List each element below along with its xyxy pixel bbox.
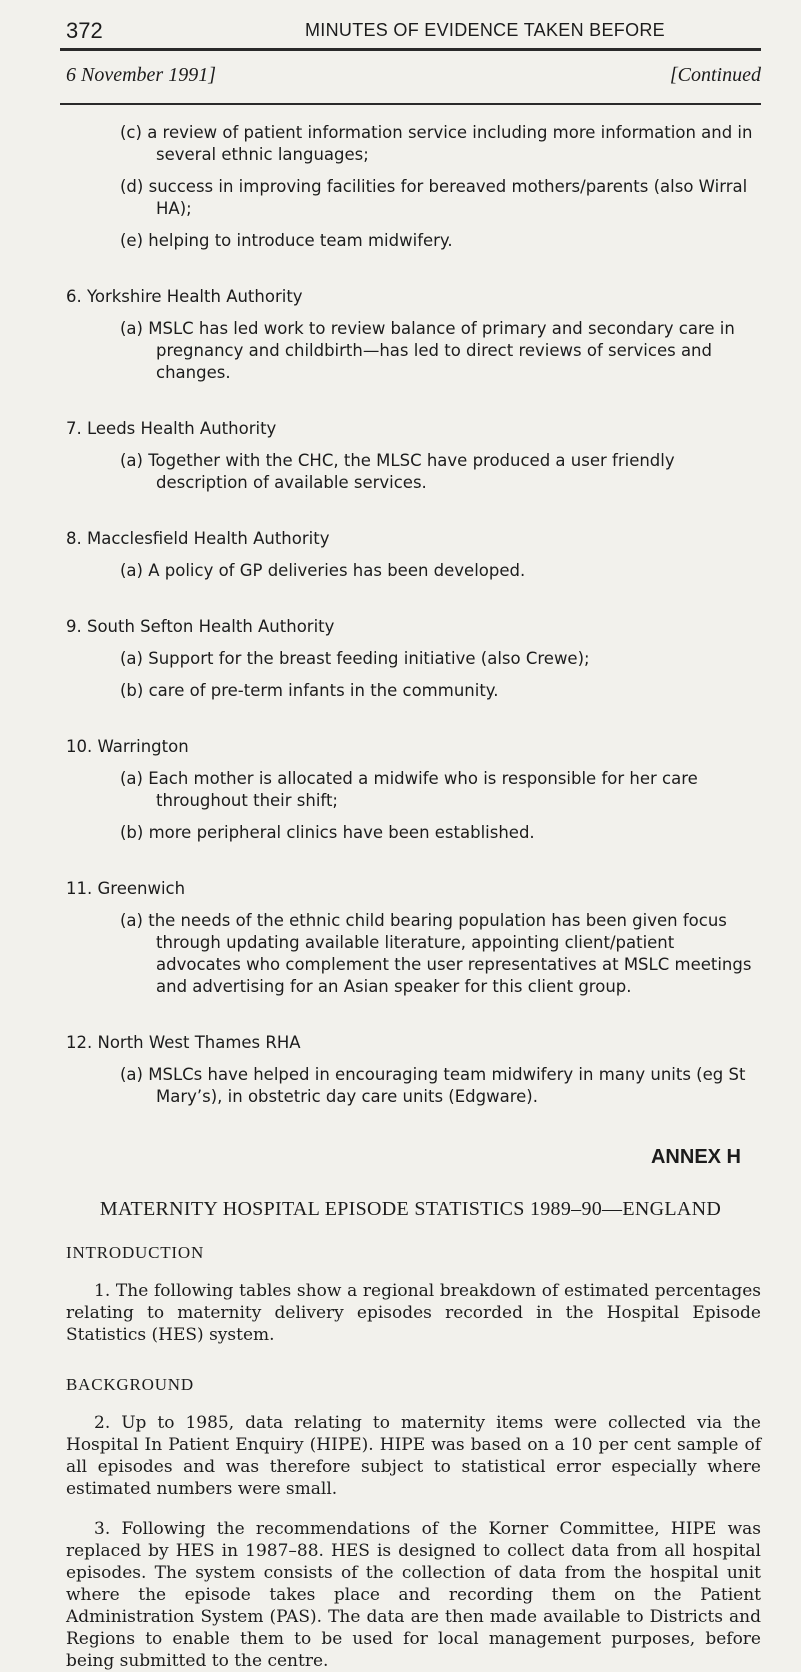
section-heading: 12. North West Thames RHA — [66, 1033, 301, 1052]
list-item: (b) more peripheral clinics have been established. — [120, 823, 535, 842]
subheader-rule — [60, 103, 761, 105]
list-item: (a) Each mother is allocated a midwife who is responsible for her care throughout their shift; — [120, 769, 698, 810]
continued-label: [Continued — [669, 64, 761, 86]
annex-label: ANNEX H — [650, 1146, 741, 1168]
list-item: (d) success in improving facilities for bereaved mothers/parents (also Wirral HA); — [120, 177, 748, 218]
annex-title: MATERNITY HOSPITAL EPISODE STATISTICS 1989–90—ENGLAND — [99, 1198, 722, 1220]
paragraph-1: 1. The following tables show a regional breakdown of estimated percentages relating to maternity delivery episodes recorded in the Hospital Episode Statistics (HES) system. — [66, 1281, 761, 1345]
page-header — [60, 10, 761, 50]
list-item: (a) Together with the CHC, the MLSC have produced a user friendly description of available services. — [120, 451, 675, 492]
section-heading: 7. Leeds Health Authority — [66, 419, 277, 438]
list-item: (a) MSLC has led work to review balance of primary and secondary care in pregnancy and childbirth—has led to direct reviews of services and changes. — [120, 319, 735, 382]
paragraph-2: 2. Up to 1985, data relating to maternity items were collected via the Hospital In Patient Enquiry (HIPE). HIPE was based on a 10 per cent sample of all episodes and was therefore subject to statistical error especially where estimated numbers were small. — [66, 1413, 761, 1499]
section-heading: 11. Greenwich — [66, 879, 186, 898]
list-item: (a) A policy of GP deliveries has been developed. — [120, 561, 526, 580]
paragraph-3: 3. Following the recommendations of the Korner Committee, HIPE was replaced by HES in 1987–88. HES is designed to collect data from all hospital episodes. The system consists of the collection of data from the hospital unit where the episode takes place and recording them on the Patient Administration System (PAS). The data are then made available to Districts and Regions to enable them to be used for local management purposes, before being submitted to the centre. — [66, 1519, 761, 1671]
list-item: (a) MSLCs have helped in encouraging team midwifery in many units (eg St Mary’s), in obstetric day care units (Edgware). — [120, 1065, 746, 1106]
page-content — [60, 118, 761, 1672]
list-item: (c) a review of patient information service including more information and in several ethnic languages; — [120, 123, 753, 164]
header-rule — [60, 48, 761, 51]
introduction-heading: INTRODUCTION — [66, 1243, 205, 1262]
section-heading: 10. Warrington — [66, 737, 189, 756]
section-heading: 8. Macclesfield Health Authority — [66, 529, 330, 548]
date-line — [60, 64, 761, 94]
evidence-date: 6 November 1991] — [66, 64, 216, 86]
background-heading: BACKGROUND — [66, 1375, 194, 1394]
list-item: (e) helping to introduce team midwifery. — [120, 231, 453, 250]
section-heading: 9. South Sefton Health Authority — [66, 617, 335, 636]
list-item: (a) Support for the breast feeding initiative (also Crewe); — [120, 649, 590, 668]
list-item: (a) the needs of the ethnic child bearing population has been given focus through updating available literature, appointing client/patient advocates who complement the user representatives at MSLC meetings and advertising for an Asian speaker for this client group. — [120, 911, 752, 996]
page-number: 372 — [66, 18, 103, 43]
section-heading: 6. Yorkshire Health Authority — [66, 287, 303, 306]
list-item: (b) care of pre-term infants in the community. — [120, 681, 499, 700]
running-head: MINUTES OF EVIDENCE TAKEN BEFORE — [305, 20, 665, 40]
